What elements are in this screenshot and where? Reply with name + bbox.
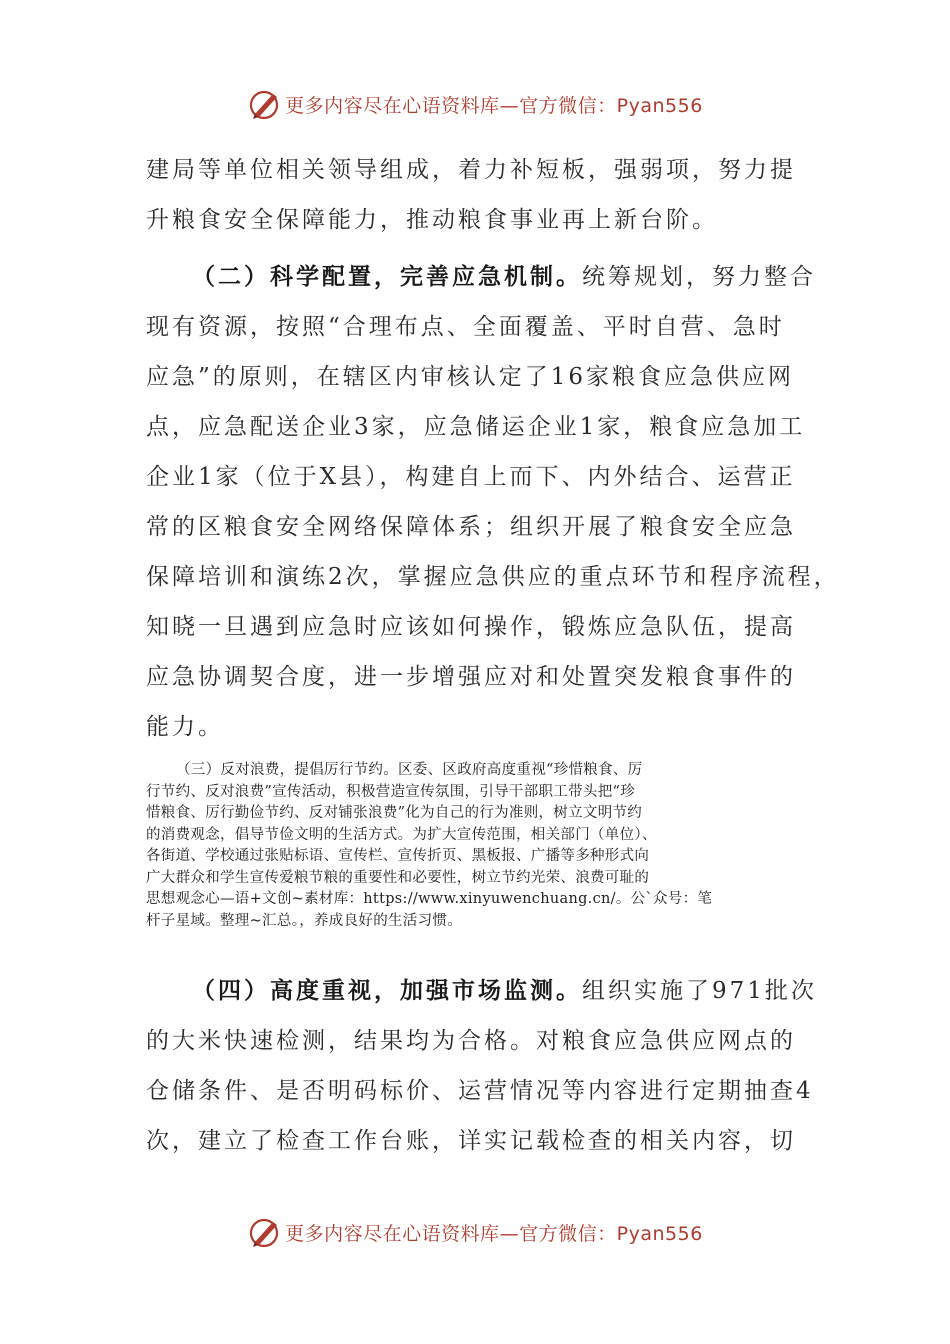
text-line: 各街道、学校通过张贴标语、宣传栏、宣传折页、黑板报、广播等多种形式向 <box>146 848 650 864</box>
section-heading: （二）科学配置，完善应急机制。 <box>192 263 582 290</box>
paragraph-first-line <box>146 252 818 302</box>
paragraph-first-line <box>146 966 818 1016</box>
paragraph-continuation <box>146 145 818 245</box>
text-run: 组织实施了971批次 <box>582 978 817 1004</box>
text-line: 应急协调契合度，进一步增强应对和处置突发粮食事件的 <box>146 664 796 690</box>
text-line: 次，建立了检查工作台账，详实记载检查的相关内容，切 <box>146 1128 796 1154</box>
pen-logo-icon <box>247 86 283 122</box>
banner-text: 更多内容尽在心语资料库—官方微信：Pyan556 <box>285 94 703 117</box>
text-line: 广大群众和学生宣传爱粮节粮的重要性和必要性，树立节约光荣、浪费可耻的 <box>146 869 650 886</box>
text-line: 能力。 <box>146 714 224 740</box>
text-line: 惜粮食、厉行勤俭节约、反对铺张浪费”化为自己的行为准则，树立文明节约 <box>146 805 643 821</box>
text-line: 思想观念心—语+文创~素材库：https://www.xinyuwenchuang.cn/。公`众号：笔 <box>146 891 713 907</box>
text-line: 企业1家（位于X县），构建自上而下、内外结合、运营正 <box>146 464 796 490</box>
banner-text: 更多内容尽在心语资料库—官方微信：Pyan556 <box>285 1222 703 1245</box>
pen-logo-icon <box>247 1214 283 1250</box>
text-line: 行节约、反对浪费”宣传活动，积极营造宣传氛围，引导干部职工带头把“珍 <box>146 783 636 800</box>
text-line: （三）反对浪费，提倡厉行节约。区委、区政府高度重视“珍惜粮食、厉 <box>176 762 643 778</box>
paragraph-emergency-mechanism <box>146 252 840 752</box>
text-line: 知晓一旦遇到应急时应该如何操作，锻炼应急队伍，提高 <box>146 614 796 640</box>
header-banner <box>0 84 950 124</box>
text-line: 保障培训和演练2次，掌握应急供应的重点环节和程序流程， <box>146 564 840 590</box>
text-line: 升粮食安全保障能力，推动粮食事业再上新台阶。 <box>146 207 718 233</box>
text-line: 现有资源，按照“合理布点、全面覆盖、平时自营、急时 <box>146 314 785 340</box>
section-heading: （四）高度重视，加强市场监测。 <box>192 977 582 1004</box>
paragraph-anti-waste <box>146 760 826 932</box>
text-run: 统筹规划，努力整合 <box>582 264 816 290</box>
text-line: 应急”的原则，在辖区内审核认定了16家粮食应急供应网 <box>146 364 795 390</box>
text-line: 的消费观念，倡导节俭文明的生活方式。为扩大宣传范围，相关部门（单位）、 <box>146 826 657 843</box>
paragraph-market-monitoring <box>146 966 818 1166</box>
text-line: 的大米快速检测，结果均为合格。对粮食应急供应网点的 <box>146 1028 796 1054</box>
footer-banner <box>0 1212 950 1252</box>
text-line: 建局等单位相关领导组成，着力补短板，强弱项，努力提 <box>146 157 796 183</box>
text-line: 常的区粮食安全网络保障体系；组织开展了粮食安全应急 <box>146 514 796 540</box>
text-line: 点，应急配送企业3家，应急储运企业1家，粮食应急加工 <box>146 414 806 440</box>
text-line: 杆子星域。整理~汇总。，养成良好的生活习惯。 <box>146 912 462 929</box>
text-line: 仓储条件、是否明码标价、运营情况等内容进行定期抽查4 <box>146 1078 814 1104</box>
